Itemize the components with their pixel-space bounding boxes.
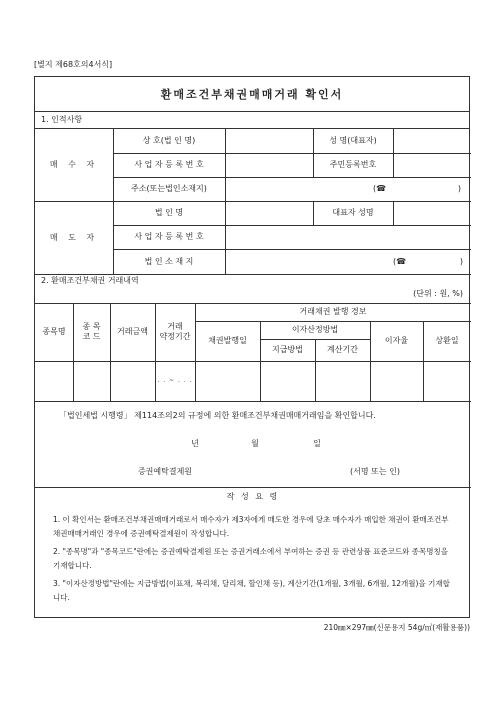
seller-rep-name-field[interactable] [394,130,470,152]
col-bond-info: 거래채권 발행 경보 [299,307,367,316]
confirm-statement: 「법인세법 시행령」 제114조의2의 규정에 의한 환매조건부채권매매거래임을 확인합니다. [59,411,376,420]
seller-phone: (☎ ) [373,184,461,193]
buyer-biz-no-field[interactable] [226,226,470,248]
seller-label: 매 수 자 [49,160,99,169]
col-period: 거래 약정기간 [159,322,191,341]
col-pay-method: 지급방법 [272,345,303,354]
seller-address-label: 주소(또는법인소재지) [131,184,207,193]
col-rate: 이자율 [384,336,409,345]
instruction-item-2: 2. "종목명"과 "종목코드"란에는 증권예탁결제원 또는 증권거래소에서 부여하는 증권 등 관련상품 표준코드와 종목명칭을 기재합니다. [53,547,448,570]
col-item-code: 종 목 코 드 [82,322,101,341]
col-interest-method: 이자산정방법 [291,325,339,334]
depository-name: 증권예탁결제원 [137,467,193,476]
signature-label: (서명 또는 인) [350,467,400,476]
buyer-biz-no-label: 사 업 자 등 록 번 호 [134,232,204,241]
instructions-heading: 작 성 요 령 [226,492,280,501]
buyer-rep-name-label: 대표자 성명 [332,208,374,217]
seller-rep-name-label: 성 명(대표자) [329,136,377,145]
form-title: 환매조건부채권매매거래 확인서 [35,77,469,112]
period-marks: . . ~ . . . [157,377,193,385]
col-calc-period: 계산기간 [327,345,358,354]
phone-icon: ☎ [376,184,387,193]
col-item-name: 종목명 [42,327,66,336]
paper-size-note: 210㎜×297㎜(신문용지 54g/㎡(재활용품)) [323,623,470,632]
col-redemption: 상환일 [435,336,459,345]
instruction-item-1: 1. 이 확인서는 환매조건부채권매매거래로서 매수자가 제3자에게 매도한 경우에 당초 매수자가 매입한 채권이 환매조건부채권매매거래인 경우에 증권예탁결제원이 작성합니다. [53,515,449,538]
buyer-corp-name-label: 법 인 명 [154,208,184,217]
date-year: 년 [191,439,199,448]
buyer-location-label: 법 인 소 재 지 [144,256,194,266]
seller-company-name-field[interactable] [226,130,312,152]
seller-company-name-label: 상 호(법 인 명) [142,136,196,145]
buyer-phone: (☎ ) [393,256,463,266]
seller-resident-no-label: 주민등록번호 [329,160,377,169]
buyer-location-field[interactable] [226,250,386,273]
buyer-corp-name-field[interactable] [226,202,312,224]
date-month: 월 [251,439,259,448]
buyer-rep-name-field[interactable] [394,202,470,224]
unit-label: (단위 : 원, %) [413,289,463,298]
col-amount: 거래금액 [117,327,148,336]
seller-address-field[interactable] [226,178,386,200]
seller-resident-no-field[interactable] [394,154,470,176]
form-number: [별지 제68호의4서식] [34,60,113,69]
instruction-item-3: 3. "이자산정방법"란에는 지급방법(이표채, 복리채, 달리채, 할인채 등), 계산기간(1개월, 3개월, 6개월, 12개월)을 기재합니다. [53,579,450,602]
buyer-label: 매 도 자 [49,232,99,242]
phone-icon: ☎ [396,256,407,266]
date-day: 일 [313,439,321,448]
section2-heading: 2. 환매조건부채권 거래내역 [41,276,139,285]
confirmation-form [34,76,470,618]
section1-heading: 1. 인적사항 [35,111,469,129]
col-issuer: 채권발행일 [208,336,247,345]
seller-biz-no-label: 사 업 자 등 록 번 호 [134,160,204,169]
seller-biz-no-field[interactable] [226,154,312,176]
